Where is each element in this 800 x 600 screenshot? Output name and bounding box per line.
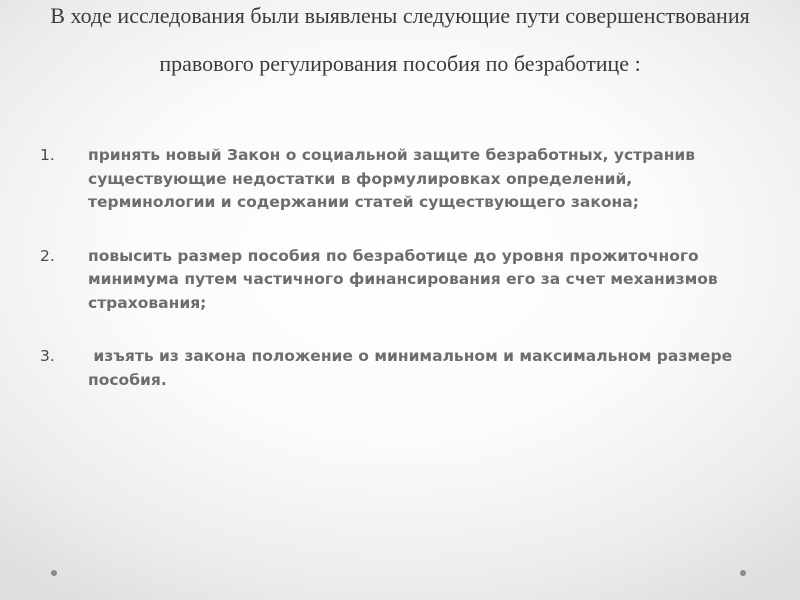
- list-item-number: 2.: [40, 246, 55, 265]
- list-item-text: изъять из закона положение о минимальном и максимальном размере пособия.: [88, 347, 738, 389]
- list-item-number: 3.: [40, 347, 55, 365]
- list-item-number: 1.: [40, 146, 55, 164]
- list-item: [40, 144, 760, 215]
- corner-dot-left-icon: [51, 570, 57, 576]
- list-item-text: повысить размер пособия по безработице до уровня прожиточного минимума путем частичного финансирования его за счет механизмов страхования;: [88, 246, 718, 312]
- numbered-list: [40, 144, 760, 422]
- corner-dot-right-icon: [740, 570, 746, 576]
- slide-title: В ходе исследования были выявлены следующие пути совершенствования правового регулирования пособия по безработице :: [50, 3, 750, 76]
- list-item: [40, 245, 760, 316]
- list-item: [40, 345, 760, 392]
- list-item-text: принять новый Закон о социальной защите безработных, устранив существующие недостатки в формулировках определений, терминологии и содержании статей существующего закона;: [88, 146, 696, 211]
